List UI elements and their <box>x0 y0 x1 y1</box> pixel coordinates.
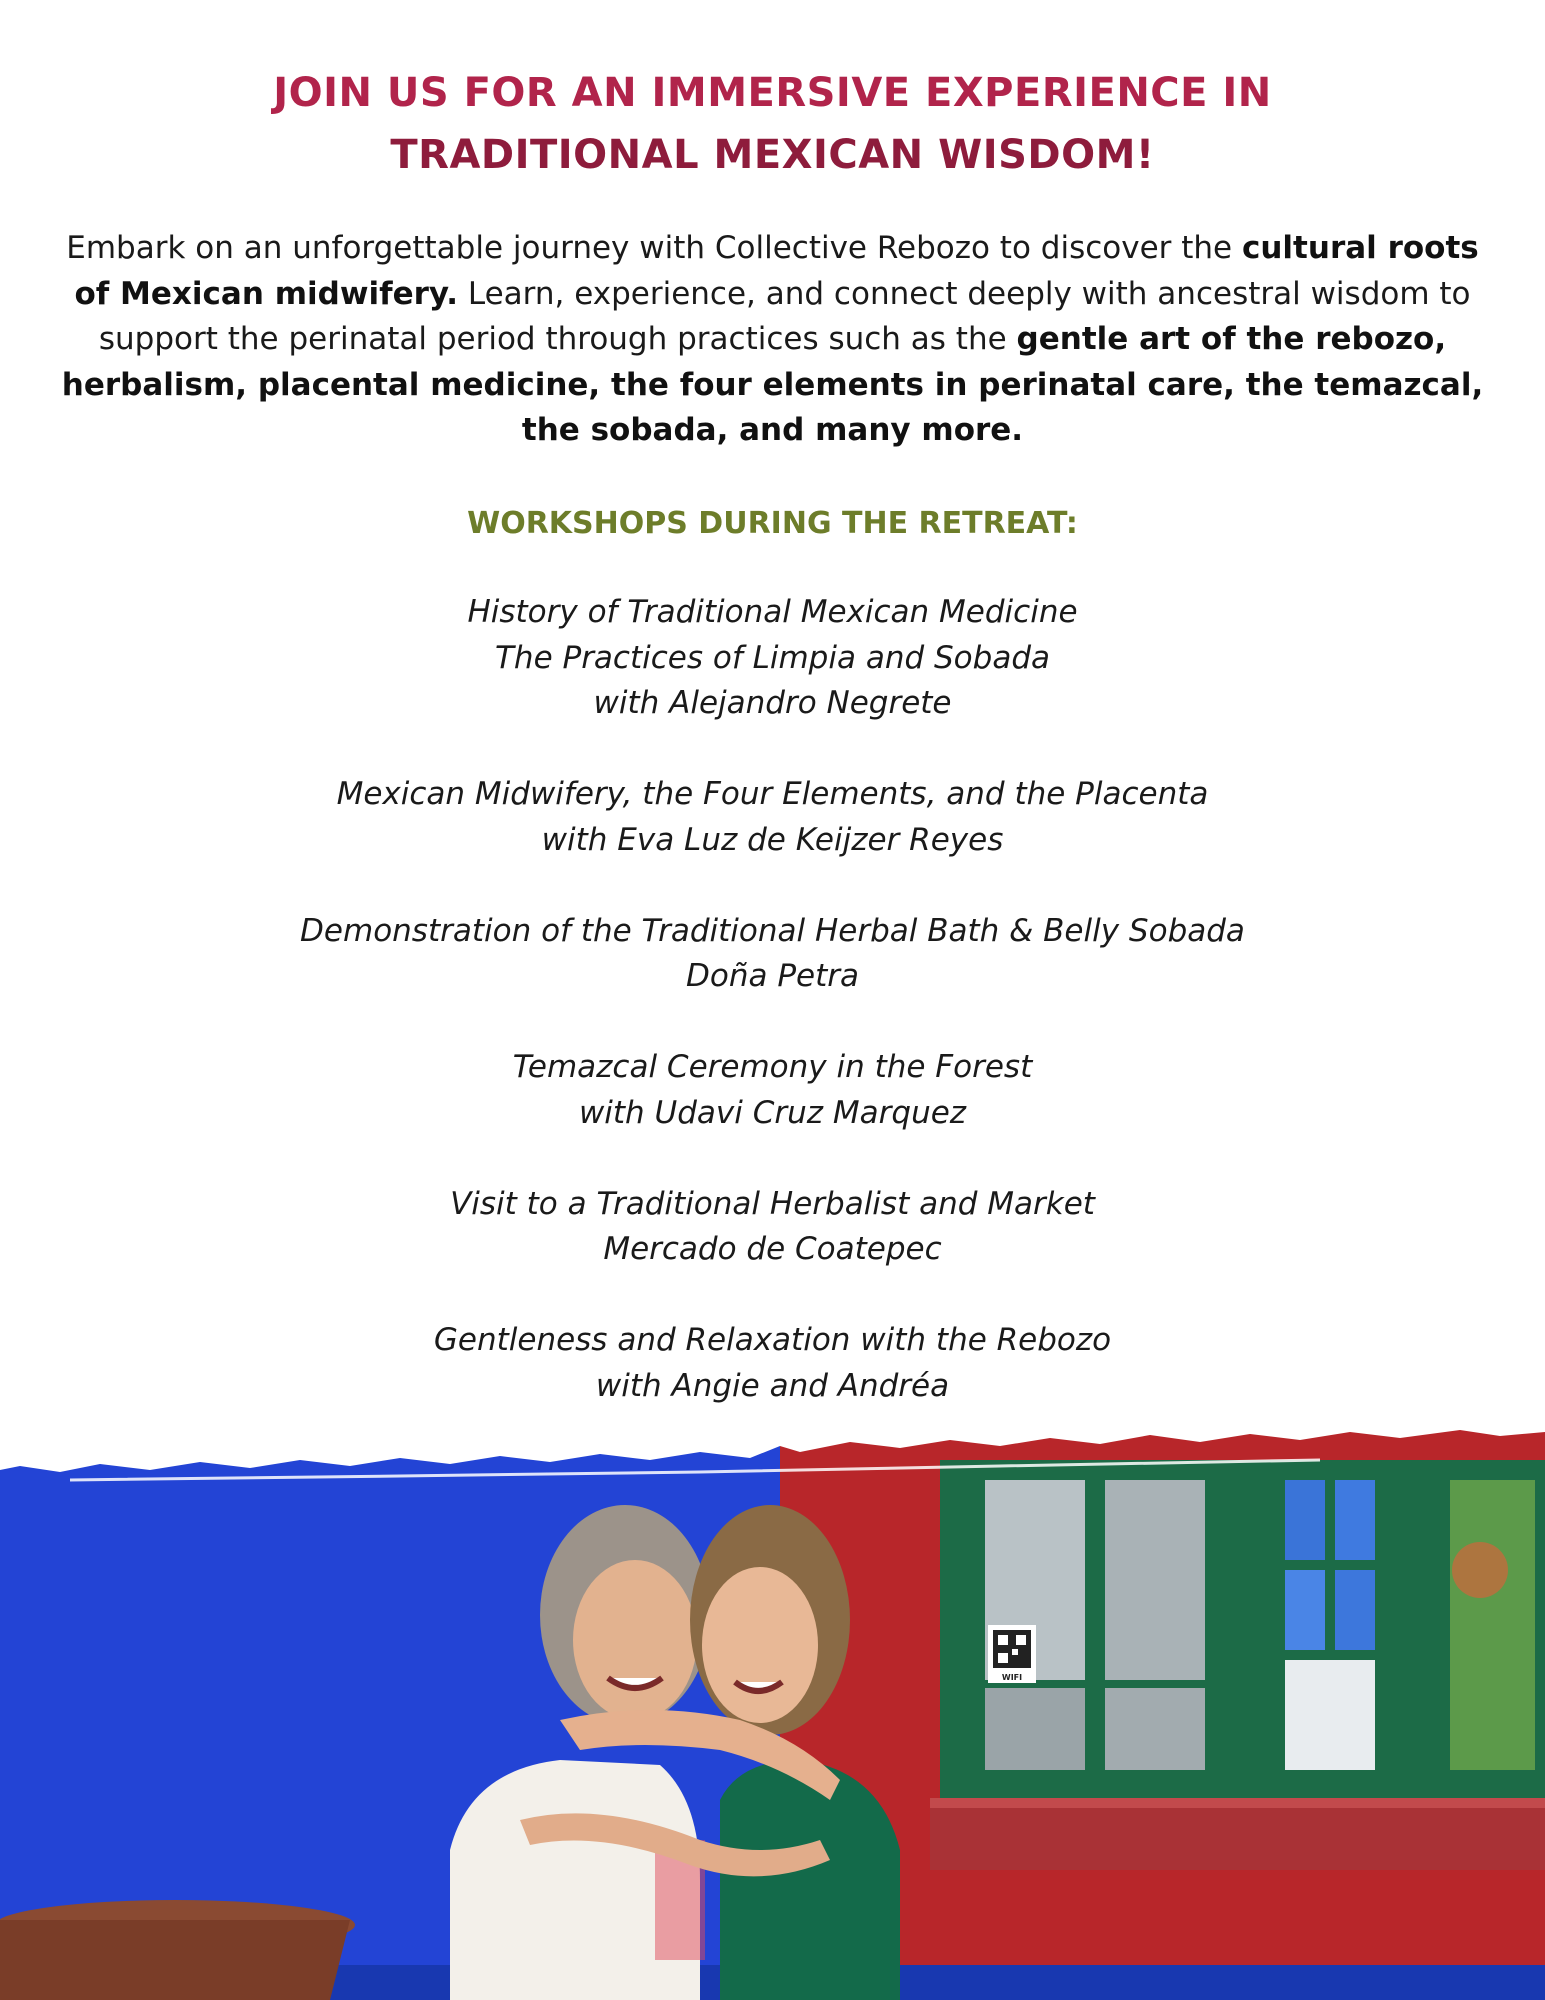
workshop-item <box>60 1045 1485 1136</box>
window-pane <box>1335 1480 1375 1560</box>
workshops-list <box>60 590 1485 1455</box>
workshop-item <box>60 1182 1485 1273</box>
window-pane <box>1285 1480 1325 1560</box>
workshops-heading: WORKSHOPS DURING THE RETREAT: <box>467 506 1078 541</box>
workshop-presenter: with Angie and Andréa <box>595 1367 950 1404</box>
window-pane <box>1105 1480 1205 1680</box>
workshop-item <box>60 909 1485 1000</box>
workshop-title: History of Traditional Mexican Medicine <box>467 594 1078 630</box>
workshop-title: Demonstration of the Traditional Herbal Bath & Belly Sobada <box>300 912 1245 949</box>
workshop-title: Temazcal Ceremony in the Forest <box>512 1049 1033 1085</box>
workshop-title: Mexican Midwifery, the Four Elements, and the Placenta <box>336 776 1209 812</box>
workshop-presenter: with Alejandro Negrete <box>593 685 952 721</box>
workshop-presenter: with Eva Luz de Keijzer Reyes <box>541 821 1004 858</box>
person-left-face <box>573 1560 697 1720</box>
intro-bold-1: cultural roots of Mexican midwifery. <box>74 230 1479 312</box>
headline-line-2: TRADITIONAL MEXICAN WISDOM! <box>390 132 1155 178</box>
window-pane <box>1105 1688 1205 1770</box>
photo-illustration <box>0 1420 1545 2000</box>
person-right-top <box>720 1760 900 2000</box>
intro-text-2: Learn, experience, and connect deeply with ancestral wisdom to support the perinatal period through practices such as the <box>98 275 1471 357</box>
qr-caption: WIFI <box>1001 1673 1023 1682</box>
workshop-item <box>60 772 1485 863</box>
workshop-title: Gentleness and Relaxation with the Rebozo <box>433 1322 1112 1358</box>
workshop-item <box>60 590 1485 727</box>
intro-bold-2: gentle art of the rebozo, herbalism, placental medicine, the four elements in perinatal care, the temazcal, the sobada, and many more. <box>61 321 1484 448</box>
window-pane <box>1285 1570 1325 1650</box>
headline <box>100 62 1445 186</box>
clay-pot-body <box>0 1920 350 2000</box>
workshop-title: Visit to a Traditional Herbalist and Market <box>450 1185 1095 1222</box>
headline-line-1: JOIN US FOR AN IMMERSIVE EXPERIENCE IN <box>273 70 1272 116</box>
person-right-face <box>702 1567 818 1723</box>
window-pane <box>1335 1570 1375 1650</box>
workshop-subtitle: The Practices of Limpia and Sobada <box>494 639 1050 676</box>
window-pane <box>1285 1660 1375 1770</box>
foliage-flower <box>1452 1542 1508 1598</box>
workshop-presenter: Doña Petra <box>686 958 859 994</box>
windowsill <box>930 1800 1545 1870</box>
workshop-item <box>60 1318 1485 1409</box>
window-foliage <box>1450 1480 1535 1770</box>
intro-text-1: Embark on an unforgettable journey with Collective Rebozo to discover the <box>66 230 1242 266</box>
window-pane <box>985 1688 1085 1770</box>
person-right-smile <box>735 1682 782 1691</box>
workshop-presenter: with Udavi Cruz Marquez <box>578 1094 967 1131</box>
workshop-presenter: Mercado de Coatepec <box>603 1231 942 1267</box>
intro-paragraph <box>55 226 1490 454</box>
retreat-photo <box>0 1420 1545 2000</box>
